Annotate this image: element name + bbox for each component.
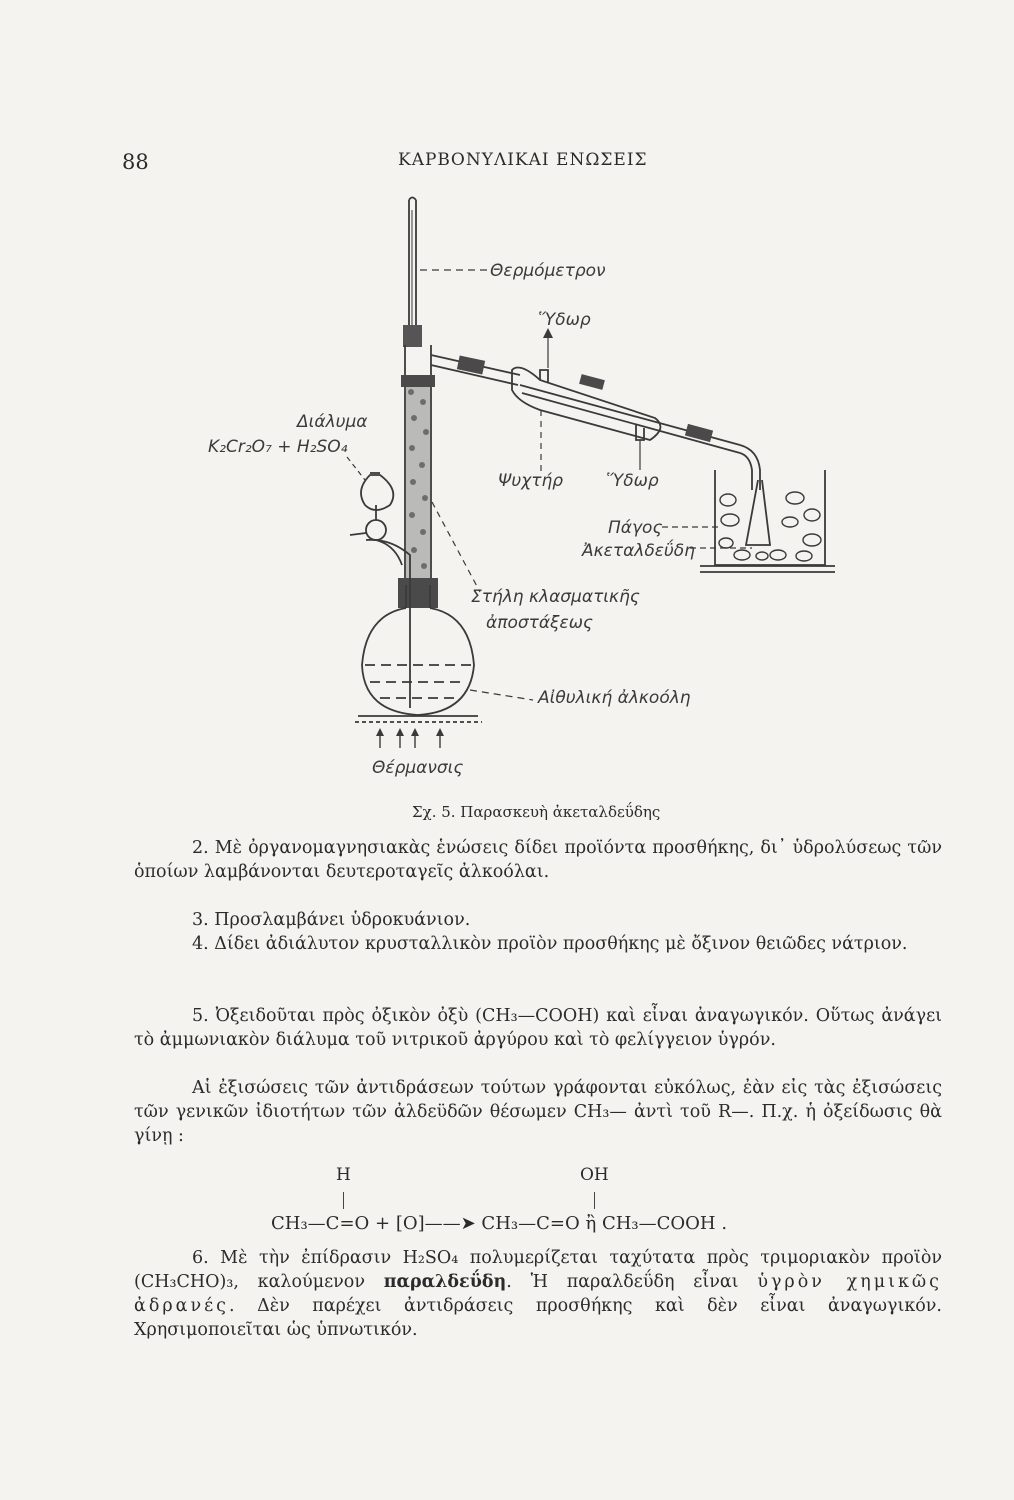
figure-caption: Σχ. 5. Παρασκευὴ ἀκεταλδεΰδης (412, 803, 661, 821)
label-reagents: K₂Cr₂O₇ + H₂SO₄ (208, 437, 348, 457)
equation-top-right: OH (580, 1165, 609, 1185)
label-column-line1: Στήλη κλασματικῆς (471, 587, 640, 607)
fractionating-column-drawing (398, 345, 438, 608)
equation-bond-right (594, 1192, 595, 1209)
label-heating: Θέρμανσις (372, 758, 464, 778)
label-ethanol: Αἰθυλική ἀλκοόλη (538, 688, 691, 708)
label-thermometer: Θερμόμετρον (490, 261, 606, 281)
paragraph-6-mid: . Ἡ παραλδεΰδη εἶναι (506, 1272, 758, 1292)
paragraph-5: 5. Ὀξειδοῦται πρὸς ὀξικὸν ὀξὺ (CH₃—COOH) καὶ εἶναι ἀναγωγικόν. Οὕτως ἀνάγει τὸ ἀμμωνιακὸν διάλυμα τοῦ νιτρικοῦ ἀργύρου καὶ τὸ φελίγγειον ὑγρόν. (134, 1006, 942, 1050)
label-condenser: Ψυχτήρ (498, 471, 564, 491)
paragraph-6-start: 6. Μὲ τὴν ἐπίδρασιν H₂SO₄ πολυμερίζεται ταχύτατα πρὸς τριμοριακὸν προϊὸν (CH₃CHO)₃, καλούμενον (134, 1248, 942, 1292)
paragraph-4: 4. Δίδει ἀδιάλυτον κρυσταλλικὸν προϊὸν προσθήκης μὲ ὄξινον θειῶδες νάτριον. (192, 934, 908, 954)
paragraph-6 (134, 1246, 942, 1342)
thermometer-drawing (403, 198, 422, 348)
label-acetaldehyde: Ἀκεταλδεΰδη (582, 541, 695, 561)
page-number: 88 (122, 150, 149, 174)
oxidation-equation: CH₃—C=O + [O]——➤ CH₃—C=O ἢ CH₃—COOH . (271, 1213, 728, 1234)
running-head: ΚΑΡΒΟΝΥΛΙΚΑΙ ΕΝΩΣΕΙΣ (398, 150, 648, 170)
paragraph-3: 3. Προσλαμβάνει ὑδροκυάνιον. (192, 910, 471, 930)
paragraph-6-spaced: ὑγρὸν χημικῶς ἀδρανές (134, 1272, 942, 1316)
equation-top-left: H (336, 1165, 351, 1185)
label-ice: Πάγος (608, 518, 663, 538)
dropping-funnel-drawing (347, 457, 410, 575)
label-column-line2: ἀποστάξεως (486, 613, 593, 633)
paraldehyde-term: παραλδεΰδη (383, 1272, 507, 1292)
label-water-out: Ὕδωρ (538, 310, 591, 330)
equation-bond-left (343, 1192, 344, 1209)
label-water-in: Ὕδωρ (606, 471, 659, 491)
ice-bath-drawing (700, 470, 835, 572)
heating-arrows (376, 728, 444, 748)
label-solution: Διάλυμα (297, 412, 368, 432)
paragraph-equation-intro: Αἱ ἐξισώσεις τῶν ἀντιδράσεων τούτων γράφονται εὐκόλως, ἐὰν εἰς τὰς ἐξισώσεις τῶν γενικῶν ἰδιοτήτων τῶν ἀλδεϋδῶν θέσωμεν CH₃— ἀντὶ τοῦ R—. Π.χ. ἡ ὀξείδωσις θὰ γίνῃ : (134, 1078, 942, 1146)
paragraph-6-end: . Δὲν παρέχει ἀντιδράσεις προσθήκης καὶ δὲν εἶναι ἀναγωγικόν. Χρησιμοποιεῖται ὡς ὑπνωτικόν. (134, 1296, 942, 1340)
paragraph-2: 2. Μὲ ὀργανομαγνησιακὰς ἑνώσεις δίδει προϊόντα προσθήκης, δι᾿ ὑδρολύσεως τῶν ὁποίων λαμβάνονται δευτεροταγεῖς ἀλκοόλαι. (134, 838, 942, 882)
